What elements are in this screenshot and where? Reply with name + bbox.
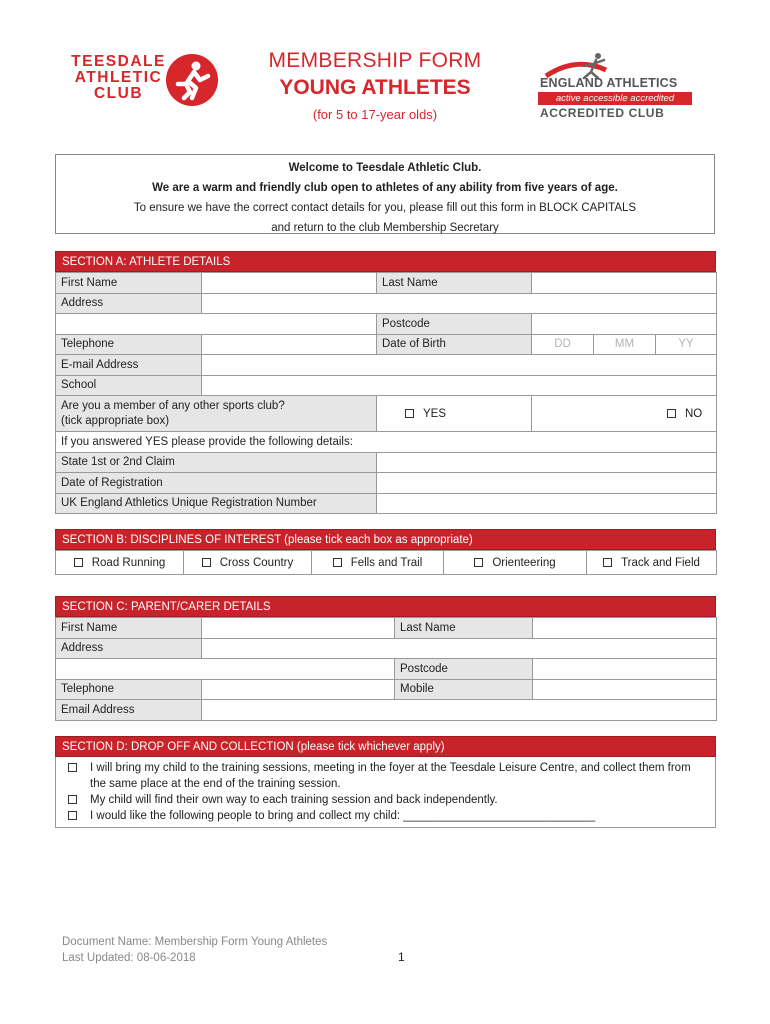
dob-year-field[interactable]: YY [656,334,717,355]
page-number: 1 [398,950,405,964]
athlete-dob-label: Date of Birth [377,334,532,355]
athlete-telephone-label: Telephone [56,334,202,355]
runner-icon [166,54,218,106]
if-yes-instructions: If you answered YES please provide the following details: [56,432,717,453]
parent-address-field-2[interactable] [56,659,395,680]
athlete-postcode-field[interactable] [532,314,717,335]
welcome-line-4: and return to the club Membership Secretary [271,222,499,234]
document-name: Document Name: Membership Form Young Athletes [62,936,328,948]
athlete-school-field[interactable] [202,375,717,396]
section-d [55,736,716,828]
athlete-first-name-label: First Name [56,273,202,294]
section-d-header: SECTION D: DROP OFF AND COLLECTION (please tick whichever apply) [55,736,716,757]
athlete-address-label: Address [56,293,202,314]
collection-options [55,757,716,828]
parent-telephone-field[interactable] [202,679,395,700]
title-line-2: YOUNG ATHLETES [279,76,471,99]
title-line-1: MEMBERSHIP FORM [268,49,482,72]
athlete-first-name-field[interactable] [202,273,377,294]
athlete-email-field[interactable] [202,355,717,376]
collection-option-3-checkbox[interactable] [68,811,77,820]
collection-option-3[interactable] [68,808,709,824]
parent-email-label: Email Address [56,700,202,721]
no-checkbox[interactable] [667,409,676,418]
track-field-checkbox[interactable] [603,558,612,567]
collection-option-3-label: I would like the following people to bring and collect my child: ______________________________ [90,810,596,822]
section-a [55,251,716,514]
other-club-question [56,396,377,432]
discipline-label: Road Running [91,556,166,569]
collection-option-1[interactable] [68,760,709,792]
athlete-last-name-label: Last Name [377,273,532,294]
section-c-header: SECTION C: PARENT/CARER DETAILS [55,596,716,617]
discipline-track-and-field[interactable] [587,551,717,575]
teesdale-club-logo [66,54,226,114]
collection-option-2-checkbox[interactable] [68,795,77,804]
section-a-header: SECTION A: ATHLETE DETAILS [55,251,716,272]
disciplines-table [55,550,717,575]
cross-country-checkbox[interactable] [202,558,211,567]
ea-logo-accredited: ACCREDITED CLUB [540,106,665,120]
section-b [55,529,716,575]
parent-last-name-field[interactable] [533,618,717,639]
collection-option-1-label: I will bring my child to the training sessions, meeting in the foyer at the Teesdale Leisure Centre, and collect them from the same place at the end of the training session. [90,762,691,790]
athlete-school-label: School [56,375,202,396]
no-label: NO [685,407,703,420]
parent-mobile-field[interactable] [533,679,717,700]
parent-address-label: Address [56,638,202,659]
athlete-postcode-label: Postcode [377,314,532,335]
dob-day-field[interactable]: DD [532,334,594,355]
parent-first-name-label: First Name [56,618,202,639]
title-age-range: (for 5 to 17-year olds) [312,107,438,122]
yes-label: YES [423,407,447,420]
welcome-line-2: We are a warm and friendly club open to athletes of any ability from five years of age. [152,182,618,194]
welcome-box [55,154,715,234]
parent-details-table [55,617,717,721]
parent-postcode-label: Postcode [395,659,533,680]
claim-label: State 1st or 2nd Claim [56,452,377,473]
athlete-email-label: E-mail Address [56,355,202,376]
parent-mobile-label: Mobile [395,679,533,700]
parent-telephone-label: Telephone [56,679,202,700]
collection-option-2[interactable] [68,792,709,808]
other-club-yes-option[interactable] [377,396,532,432]
other-club-question-line-2: (tick appropriate box) [61,414,170,427]
orienteering-checkbox[interactable] [474,558,483,567]
registration-number-field[interactable] [377,493,717,514]
section-b-header: SECTION B: DISCIPLINES OF INTEREST (please tick each box as appropriate) [55,529,716,550]
form-title [225,48,525,128]
discipline-orienteering[interactable] [444,551,587,575]
parent-address-field[interactable] [202,638,717,659]
parent-postcode-field[interactable] [533,659,717,680]
registration-date-field[interactable] [377,473,717,494]
welcome-line-3: To ensure we have the correct contact details for you, please fill out this form in BLOCK CAPITALS [133,202,637,214]
last-updated: Last Updated: 08-06-2018 [62,952,196,964]
other-club-question-line-1: Are you a member of any other sports club? [61,399,285,412]
form-header [0,40,770,140]
discipline-fells-and-trail[interactable] [312,551,444,575]
discipline-label: Track and Field [621,556,700,569]
club-logo-line: ATHLETIC [74,69,163,86]
parent-last-name-label: Last Name [395,618,533,639]
club-logo-line: CLUB [93,85,144,102]
discipline-cross-country[interactable] [184,551,312,575]
athlete-address-field[interactable] [202,293,717,314]
athlete-last-name-field[interactable] [532,273,717,294]
ea-logo-tagline: active accessible accredited [538,92,692,105]
ea-logo-name: ENGLAND ATHLETICS [540,76,678,90]
discipline-label: Fells and Trail [350,556,423,569]
other-club-no-option[interactable] [532,396,717,432]
claim-field[interactable] [377,452,717,473]
discipline-label: Orienteering [492,556,556,569]
yes-checkbox[interactable] [405,409,414,418]
dob-month-field[interactable]: MM [594,334,656,355]
collection-option-1-checkbox[interactable] [68,763,77,772]
club-logo-line: TEESDALE [71,53,166,70]
document-footer [62,934,327,966]
athlete-telephone-field[interactable] [202,334,377,355]
welcome-line-1: Welcome to Teesdale Athletic Club. [288,162,482,174]
registration-date-label: Date of Registration [56,473,377,494]
section-c [55,596,716,721]
discipline-label: Cross Country [219,556,294,569]
discipline-road-running[interactable] [56,551,184,575]
parent-first-name-field[interactable] [202,618,395,639]
registration-number-label: UK England Athletics Unique Registration Number [56,493,377,514]
athlete-address-field-2[interactable] [56,314,377,335]
athlete-details-table [55,272,717,514]
fells-trail-checkbox[interactable] [333,558,342,567]
parent-email-field[interactable] [202,700,717,721]
england-athletics-logo [536,50,696,120]
road-running-checkbox[interactable] [74,558,83,567]
collection-option-2-label: My child will find their own way to each training session and back independently. [90,794,498,806]
